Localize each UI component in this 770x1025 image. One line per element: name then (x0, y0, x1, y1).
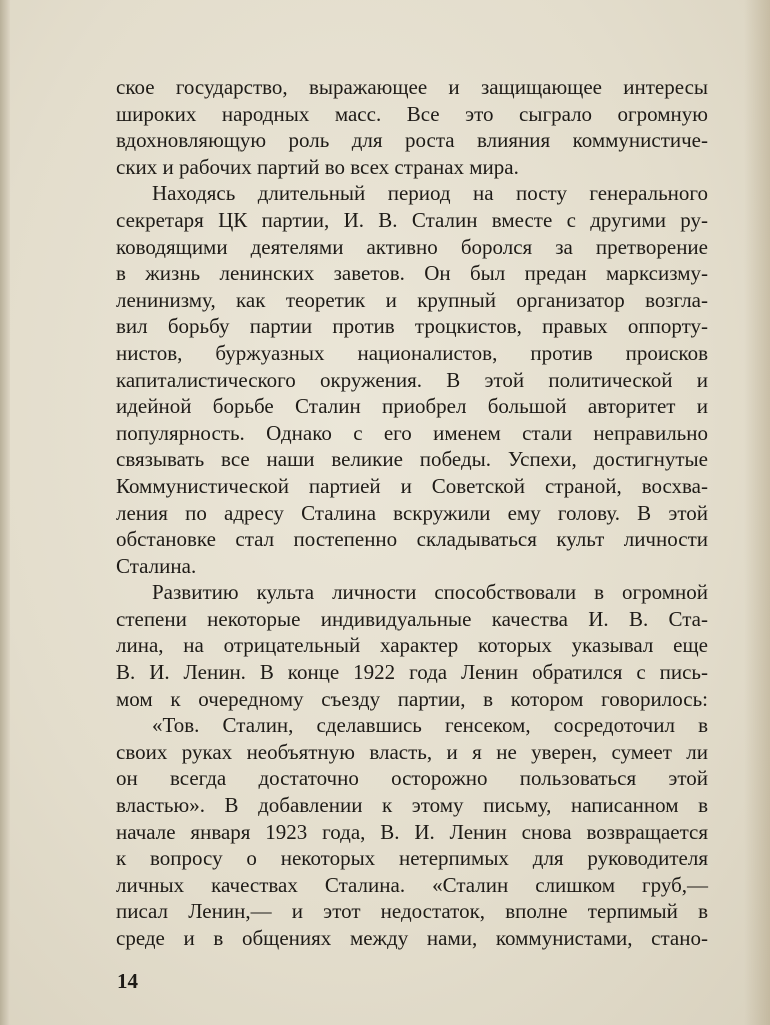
text-line: начале января 1923 года, В. И. Ленин снова возвращается (116, 819, 708, 844)
text-line: нистов, буржуазных националистов, против происков (116, 340, 708, 365)
text-line: «Тов. Сталин, сделавшись генсеком, сосредоточил в (152, 713, 708, 738)
text-line: лина, на отрицательный характер которых указывал еще (116, 633, 708, 658)
text-line: В. И. Ленин. В конце 1922 года Ленин обратился с пись- (116, 660, 708, 685)
text-line: ских и рабочих партий во всех странах мира. (116, 154, 519, 179)
text-line: своих руках необъятную власть, и я не уверен, сумеет ли (116, 739, 708, 764)
text-line: Развитию культа личности способствовали в огромной (152, 580, 708, 605)
text-line: вдохновляющую роль для роста влияния коммунистиче- (116, 128, 708, 153)
text-line: вил борьбу партии против троцкистов, правых оппорту- (116, 314, 708, 339)
text-line: в жизнь ленинских заветов. Он был предан марксизму- (116, 261, 708, 286)
text-line: ленинизму, как теоретик и крупный организатор возгла- (116, 287, 708, 312)
text-line: личных качествах Сталина. «Сталин слишком груб,— (116, 872, 708, 897)
text-line: Коммунистической партией и Советской страной, восхва- (116, 473, 708, 498)
text-line: Сталина. (116, 553, 197, 578)
text-line: секретаря ЦК партии, И. В. Сталин вместе с другими ру- (116, 207, 708, 232)
text-line: он всегда достаточно осторожно пользоваться этой (116, 766, 708, 791)
text-line: к вопросу о некоторых нетерпимых для руководителя (116, 846, 708, 871)
text-line: степени некоторые индивидуальные качества И. В. Ста- (116, 606, 708, 631)
page-binding-edge (0, 0, 10, 1025)
text-line: среде и в общениях между нами, коммунистами, стано- (116, 926, 708, 950)
text-line: ское государство, выражающее и защищающее интересы (116, 75, 708, 99)
text-line: широких народных масс. Все это сыграло огромную (116, 101, 708, 126)
text-line: ководящими деятелями активно боролся за претворение (116, 234, 708, 259)
text-line: писал Ленин,— и этот недостаток, вполне терпимый в (116, 899, 708, 924)
text-line: популярность. Однако с его именем стали неправильно (116, 420, 708, 445)
text-line: капиталистического окружения. В этой политической и (116, 367, 708, 392)
text-line: обстановке стал постепенно складываться культ личности (116, 527, 708, 552)
body-text (116, 74, 708, 952)
page-number: 14 (117, 969, 138, 993)
text-line: Находясь длительный период на посту генерального (152, 181, 708, 206)
text-line: идейной борьбе Сталин приобрел большой авторитет и (116, 394, 708, 419)
page-outer-edge (744, 0, 770, 1025)
text-line: ления по адресу Сталина вскружили ему голову. В этой (116, 500, 708, 525)
text-line: связывать все наши великие победы. Успехи, достигнутые (116, 447, 708, 472)
text-line: мом к очередному съезду партии, в котором говорилось: (116, 686, 708, 711)
text-line: властью». В добавлении к этому письму, написанном в (116, 793, 708, 818)
